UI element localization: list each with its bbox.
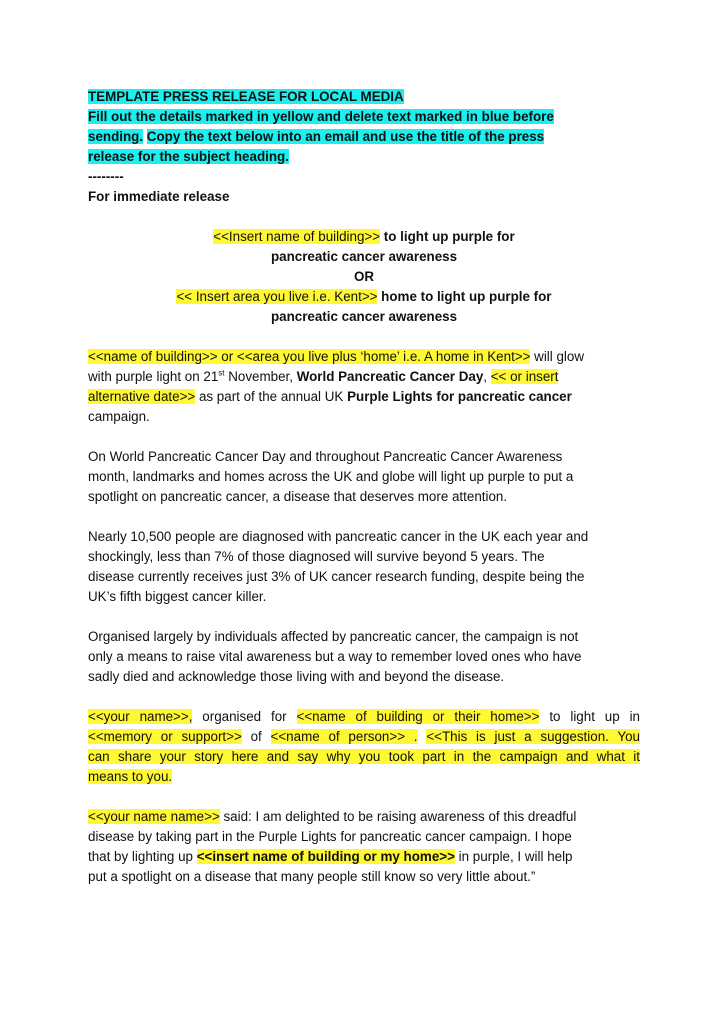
template-title-line [88, 87, 640, 107]
p6-text-lighting: that by lighting up [88, 849, 197, 864]
p2-line-1: On World Pancreatic Cancer Day and throughout Pancreatic Cancer Awareness [88, 449, 563, 464]
p1-line-2 [88, 367, 640, 387]
p2-line-3: spotlight on pancreatic cancer, a disease that deserves more attention. [88, 489, 508, 504]
p5-suggestion-3: means to you. [88, 769, 173, 784]
instructions-text-4: release for the subject heading. [88, 149, 289, 164]
p5-your-name-placeholder: <<your name>>, [88, 709, 193, 724]
p1-text-glow: will glow [530, 349, 585, 364]
p5-text-of: of [241, 729, 271, 744]
instructions-line-1 [88, 107, 640, 127]
p4-line-2: only a means to raise vital awareness but a way to remember loved ones who have [88, 649, 582, 664]
instructions-text-2: sending. [88, 129, 144, 144]
p1-building-area-placeholder: <<name of building>> or <<area you live plus ‘home’ i.e. A home in Kent>> [88, 349, 531, 364]
headline-text-1: to light up purple for [380, 229, 515, 244]
p5-text-space [418, 729, 427, 744]
p6-text-said: said: I am delighted to be raising awareness of this dreadful [219, 809, 577, 824]
p5-line-1 [88, 707, 640, 727]
paragraph-4 [88, 627, 640, 687]
template-title: TEMPLATE PRESS RELEASE FOR LOCAL MEDIA [88, 89, 404, 104]
p1-comma: , [483, 369, 491, 384]
p1-text-part: as part of the annual UK [195, 389, 348, 404]
p1-wpcd: World Pancreatic Cancer Day [296, 369, 484, 384]
p3-line-4: UK’s fifth biggest cancer killer. [88, 589, 267, 604]
headline-line-3 [88, 287, 640, 307]
p1-alt-date-placeholder-1: << or insert [490, 369, 559, 384]
p1-line-4: campaign. [88, 409, 150, 424]
p3-line-1: Nearly 10,500 people are diagnosed with pancreatic cancer in the UK each year and [88, 529, 589, 544]
paragraph-6 [88, 807, 640, 887]
p1-purple-lights: Purple Lights for pancreatic cancer [347, 389, 572, 404]
headline-or: OR [353, 269, 375, 284]
instructions-text-3: Copy the text below into an email and use the title of the press [146, 129, 545, 144]
p5-suggestion-2: can share your story here and say why you took part in the campaign and what it [88, 749, 640, 764]
p5-line-3 [88, 747, 640, 767]
instructions-line-2 [88, 127, 640, 147]
paragraph-1 [88, 347, 640, 427]
p6-line-1 [88, 807, 640, 827]
headline-building-placeholder: <<Insert name of building>> [213, 229, 381, 244]
headline-line-1 [88, 227, 640, 247]
p2-line-2: month, landmarks and homes across the UK and globe will light up purple to put a [88, 469, 574, 484]
p1-text-november: November, [224, 369, 297, 384]
paragraph-5 [88, 707, 640, 787]
p6-line-4: put a spotlight on a disease that many people still know so very little about.” [88, 869, 536, 884]
p5-text-light: to light up in [539, 709, 640, 724]
p1-superscript: st [218, 368, 225, 378]
paragraph-2 [88, 447, 640, 507]
headline-line-2: pancreatic cancer awareness [270, 249, 458, 264]
p6-text-purple: in purple, I will help [454, 849, 573, 864]
paragraph-3 [88, 527, 640, 607]
p5-text-organised: organised for [192, 709, 297, 724]
immediate-release-label: For immediate release [88, 189, 230, 204]
p1-text-date: with purple light on 21 [88, 369, 219, 384]
p6-line-2: disease by taking part in the Purple Lights for pancreatic cancer campaign. I hope [88, 829, 572, 844]
p5-memory-support-placeholder: <<memory or support>> [88, 729, 242, 744]
p5-line-2 [88, 727, 640, 747]
p3-line-3: disease currently receives just 3% of UK cancer research funding, despite being the [88, 569, 585, 584]
divider-text: -------- [88, 169, 124, 184]
p5-suggestion-1: <<This is just a suggestion. You [426, 729, 641, 744]
headline-text-3: home to light up purple for [377, 289, 552, 304]
p6-your-name-placeholder: <<your name name>> [88, 809, 220, 824]
p1-line-3 [88, 387, 640, 407]
headline-area-placeholder: << Insert area you live i.e. Kent>> [176, 289, 378, 304]
p4-line-3: sadly died and acknowledge those living with and beyond the disease. [88, 669, 505, 684]
p1-line-1 [88, 347, 640, 367]
instructions-line-3 [88, 147, 640, 167]
headline-line-4: pancreatic cancer awareness [270, 309, 458, 324]
p5-line-4 [88, 767, 640, 787]
p1-alt-date-placeholder-2: alternative date>> [88, 389, 196, 404]
press-release-content [88, 87, 640, 887]
p6-building-home-placeholder: <<insert name of building or my home>> [196, 849, 455, 864]
p6-line-3 [88, 847, 640, 867]
p5-person-placeholder: <<name of person>> . [270, 729, 418, 744]
instructions-text-1: Fill out the details marked in yellow and delete text marked in blue before [88, 109, 554, 124]
p3-line-2: shockingly, less than 7% of those diagnosed will survive beyond 5 years. The [88, 549, 545, 564]
p4-line-1: Organised largely by individuals affected by pancreatic cancer, the campaign is not [88, 629, 579, 644]
p5-building-home-placeholder: <<name of building or their home>> [296, 709, 540, 724]
